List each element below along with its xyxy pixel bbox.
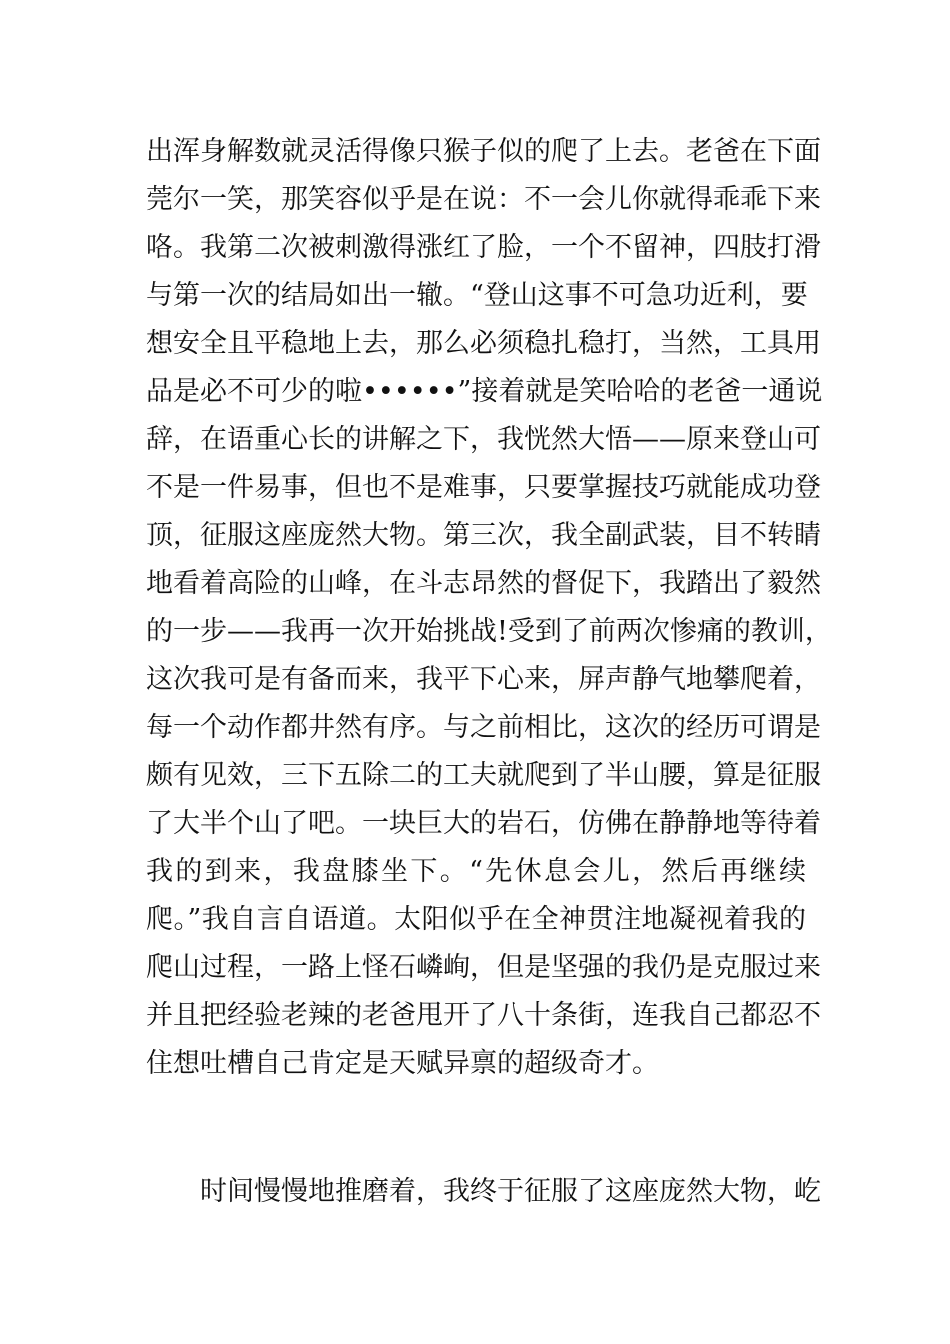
text-line: 爬。”我自言自语道。太阳似乎在全神贯注地凝视着我的 (146, 904, 806, 935)
text-line: 想安全且平稳地上去，那么必须稳扎稳打，当然，工具用 (146, 328, 821, 359)
text-line: 品是必不可少的啦••••••”接着就是笑哈哈的老爸一通说 (146, 376, 823, 407)
text-line: 辞，在语重心长的讲解之下，我恍然大悟——原来登山可 (146, 424, 821, 455)
text-line: 爬山过程，一路上怪石嶙峋，但是坚强的我仍是克服过来 (146, 952, 821, 983)
text-line: 每一个动作都井然有序。与之前相比，这次的经历可谓是 (146, 712, 821, 743)
text-line: 并且把经验老辣的老爸甩开了八十条街，连我自己都忍不 (146, 1000, 821, 1031)
text-line: 住想吐槽自己肯定是天赋异禀的超级奇才。 (146, 1048, 659, 1079)
text-line: 莞尔一笑，那笑容似乎是在说：不一会儿你就得乖乖下来 (146, 184, 821, 215)
text-line: 了大半个山了吧。一块巨大的岩石，仿佛在静静地等待着 (146, 808, 821, 839)
text-line: 咯。我第二次被刺激得涨红了脸，一个不留神，四肢打滑 (146, 232, 821, 263)
text-line: 颇有见效，三下五除二的工夫就爬到了半山腰，算是征服 (146, 760, 821, 791)
text-line: 出浑身解数就灵活得像只猴子似的爬了上去。老爸在下面 (146, 136, 821, 167)
text-line: 时间慢慢地推磨着，我终于征服了这座庞然大物，屹 (200, 1176, 821, 1207)
text-line: 的一步——我再一次开始挑战!受到了前两次惨痛的教训， (146, 616, 832, 647)
text-line: 这次我可是有备而来，我平下心来，屏声静气地攀爬着， (146, 664, 821, 695)
text-line: 顶，征服这座庞然大物。第三次，我全副武装，目不转睛 (146, 520, 821, 551)
text-line: 地看着高险的山峰，在斗志昂然的督促下，我踏出了毅然 (146, 568, 821, 599)
text-line: 不是一件易事，但也不是难事，只要掌握技巧就能成功登 (146, 472, 821, 503)
text-line: 我的到来，我盘膝坐下。“先休息会儿，然后再继续 (146, 856, 806, 887)
text-line: 与第一次的结局如出一辙。“登山这事不可急功近利，要 (146, 280, 808, 311)
